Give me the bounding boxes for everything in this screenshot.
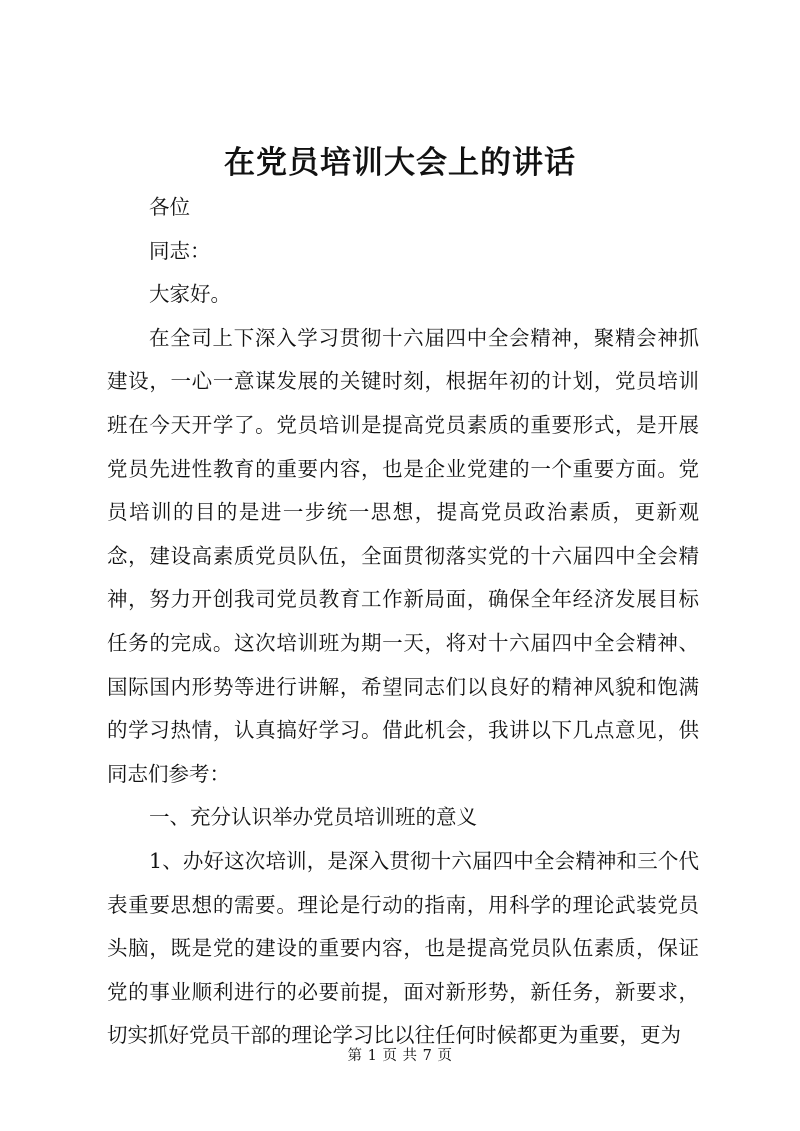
paragraph-comrades: 同志： <box>149 238 211 263</box>
document-body <box>107 186 699 1058</box>
page-footer: 第 1 页 共 7 页 <box>347 1048 453 1064</box>
paragraph-point-1: 1、办好这次培训，是深入贯彻十六届四中全会精神和三个代表重要思想的需要。理论是行动的指南，用科学的理论武装党员头脑，既是党的建设的重要内容，也是提高党员队伍素质，保证党的事业顺利进行的必要前提，面对新形势，新任务，新要求，切实抓好党员干部的理论学习比以往任何时候都更为重要，更为 <box>107 848 699 1048</box>
document-title: 在党员培训大会上的讲话 <box>224 145 576 181</box>
paragraph-introduction: 在全司上下深入学习贯彻十六届四中全会精神，聚精会神抓建设，一心一意谋发展的关键时刻，根据年初的计划，党员培训班在今天开学了。党员培训是提高党员素质的重要形式，是开展党员先进性教育的重要内容，也是企业党建的一个重要方面。党员培训的目的是进一步统一思想，提高党员政治素质，更新观念，建设高素质党员队伍，全面贯彻落实党的十六届四中全会精神，努力开创我司党员教育工作新局面，确保全年经济发展目标任务的完成。这次培训班为期一天，将对十六届四中全会精神、国际国内形势等进行讲解，希望同志们以良好的精神风貌和饱满的学习热情，认真搞好学习。借此机会，我讲以下几点意见，供同志们参考： <box>107 325 699 786</box>
section-heading-1: 一、充分认识举办党员培训班的意义 <box>149 805 477 830</box>
paragraph-greeting: 大家好。 <box>149 282 231 307</box>
paragraph-salutation: 各位 <box>149 195 190 219</box>
